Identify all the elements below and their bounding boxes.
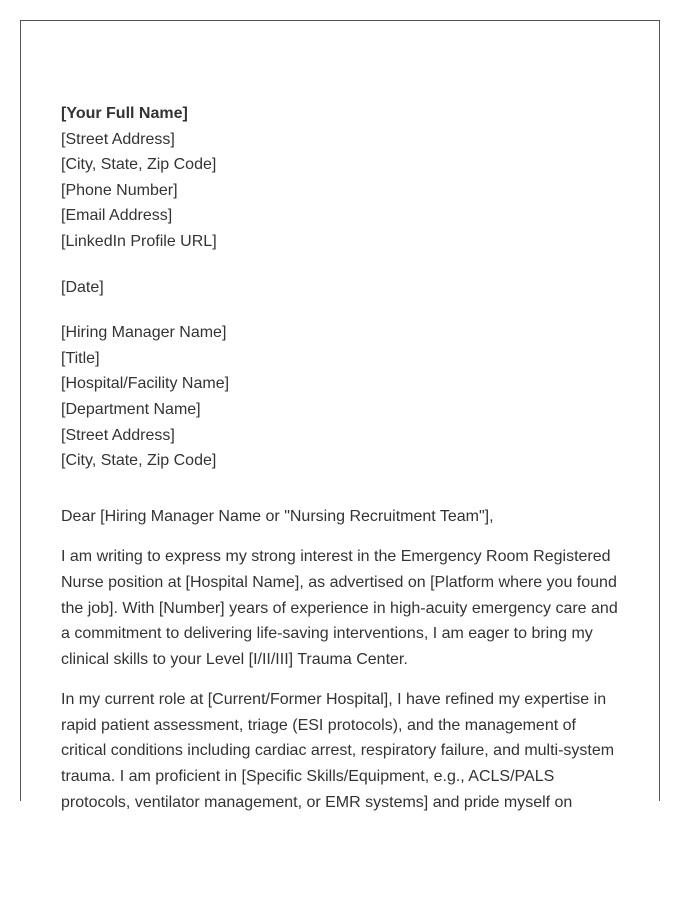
sender-linkedin: [LinkedIn Profile URL] [61,232,217,250]
recipient-block [61,320,621,474]
sender-email: [Email Address] [61,207,173,225]
recipient-department: [Department Name] [61,400,201,418]
recipient-title: [Title] [61,349,100,367]
recipient-street: [Street Address] [61,426,175,444]
sender-street: [Street Address] [61,130,175,148]
sender-name: [Your Full Name] [61,105,188,122]
recipient-name: [Hiring Manager Name] [61,324,227,342]
recipient-facility: [Hospital/Facility Name] [61,375,230,393]
sender-phone: [Phone Number] [61,181,178,199]
sender-city-state-zip: [City, State, Zip Code] [61,156,217,174]
letter-page [20,20,660,811]
body-paragraph-2: In my current role at [Current/Former Hospital], I have refined my expertise in rapid patient assessment, triage (ESI protocols), and the management of critical conditions including cardiac arrest, respiratory failure, and multi-system trauma. I am proficient in [Specific Skills/Equipment, e.g., ACLS/PALS protocols, ventilator management, or EMR systems] and pride myself on [61,691,615,811]
letter-content [61,101,621,830]
salutation: Dear [Hiring Manager Name or "Nursing Recruitment Team"], [61,507,494,525]
sender-block [61,101,621,255]
recipient-city-state-zip: [City, State, Zip Code] [61,452,217,470]
letter-date: [Date] [61,278,104,296]
body-paragraph-1: I am writing to express my strong interest in the Emergency Room Registered Nurse position at [Hospital Name], as advertised on [Platform where you found the job]. With [Number] years of experience in high-acuity emergency care and a commitment to delivering life-saving interventions, I am eager to bring my clinical skills to your Level [I/II/III] Trauma Center. [61,548,618,668]
